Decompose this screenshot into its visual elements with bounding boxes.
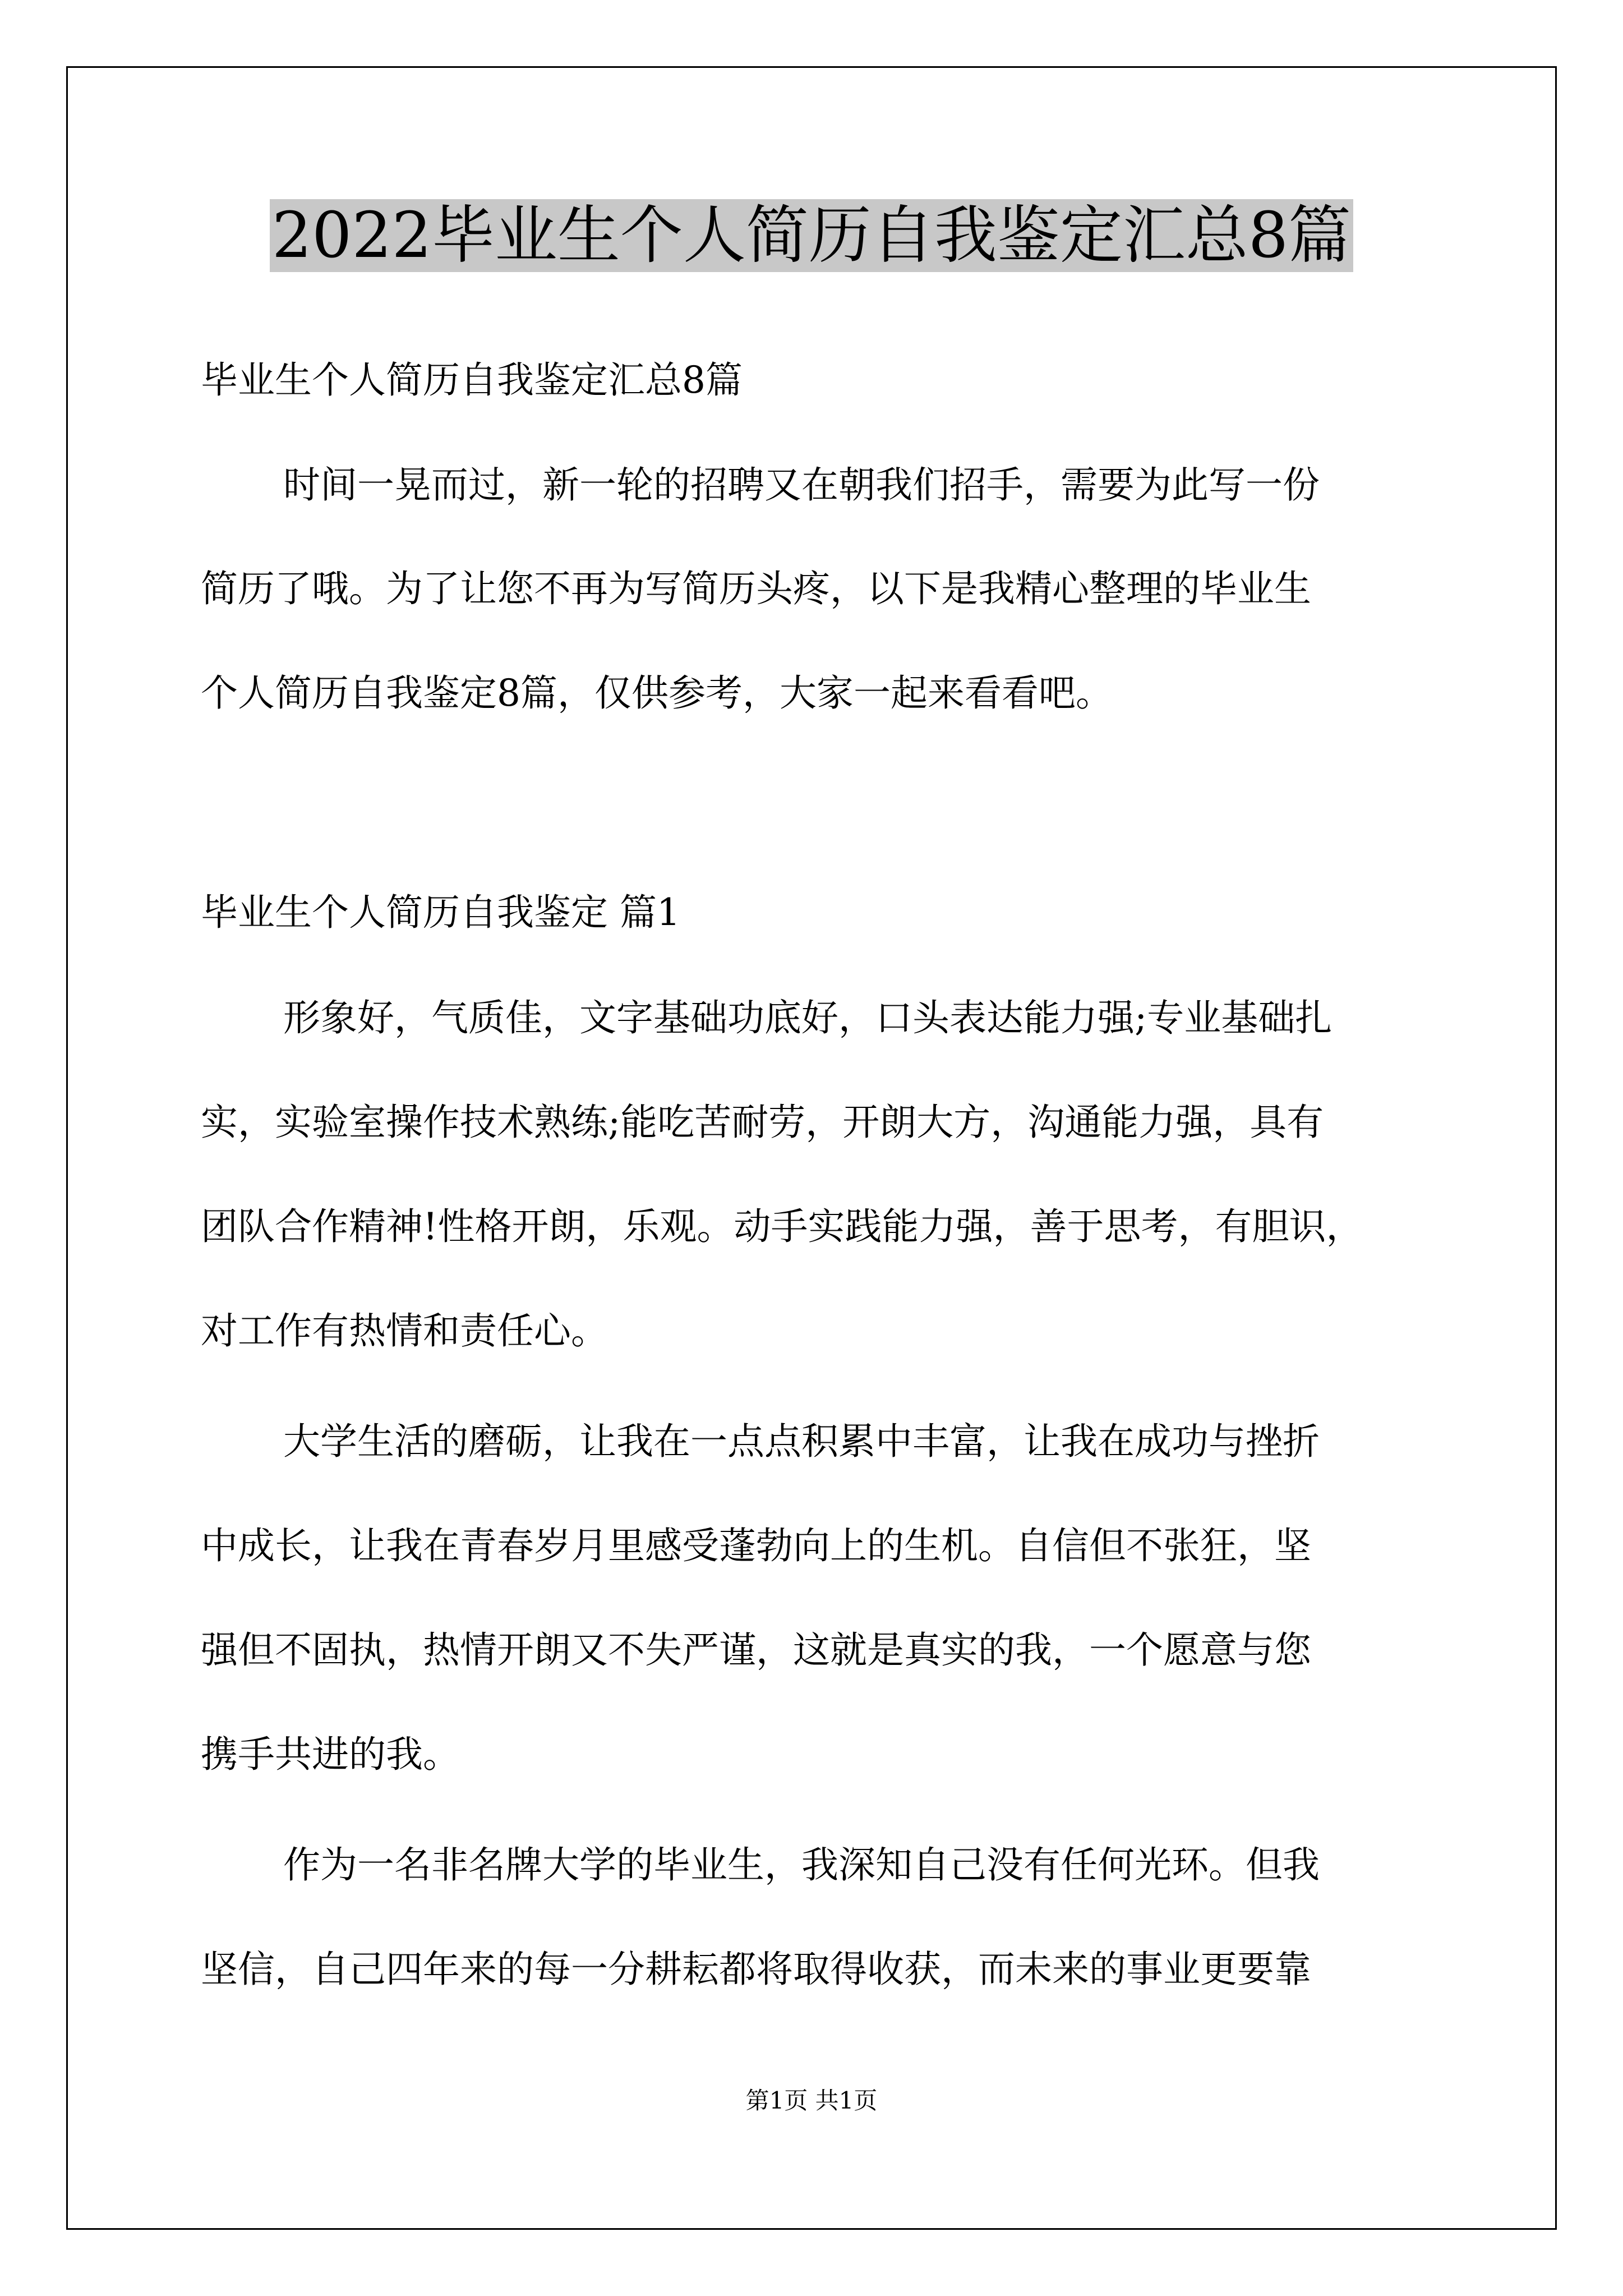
- intro-line-3: 个人简历自我鉴定8篇，仅供参考，大家一起来看看吧。: [201, 671, 1113, 715]
- paragraph3-line-1: 作为一名非名牌大学的毕业生，我深知自己没有任何光环。但我: [283, 1843, 1320, 1887]
- paragraph1-line-3: 团队合作精神!性格开朗，乐观。动手实践能力强，善于思考，有胆识，: [201, 1205, 1363, 1248]
- paragraph1-line-4: 对工作有热情和责任心。: [201, 1309, 608, 1352]
- intro-line-2: 简历了哦。为了让您不再为写简历头疼，以下是我精心整理的毕业生: [201, 567, 1311, 610]
- page-footer: 第1页 共1页: [745, 2087, 878, 2114]
- paragraph1-line-1: 形象好，气质佳，文字基础功底好，口头表达能力强;专业基础扎: [283, 996, 1332, 1039]
- paragraph1-line-2: 实，实验室操作技术熟练;能吃苦耐劳，开朗大方，沟通能力强，具有: [201, 1101, 1324, 1144]
- section-heading: 毕业生个人简历自我鉴定 篇1: [201, 891, 680, 934]
- paragraph2-line-1: 大学生活的磨砺，让我在一点点积累中丰富，让我在成功与挫折: [283, 1420, 1320, 1463]
- document-title-text: 2022毕业生个人简历自我鉴定汇总8篇: [270, 199, 1353, 272]
- intro-line-1: 时间一晃而过，新一轮的招聘又在朝我们招手，需要为此写一份: [283, 463, 1320, 507]
- document-subtitle: 毕业生个人简历自我鉴定汇总8篇: [201, 358, 743, 402]
- paragraph2-line-2: 中成长，让我在青春岁月里感受蓬勃向上的生机。自信但不张狂，坚: [201, 1524, 1311, 1567]
- paragraph3-line-2: 坚信，自己四年来的每一分耕耘都将取得收获，而未来的事业更要靠: [201, 1948, 1311, 1991]
- document-title: [0, 194, 1623, 278]
- paragraph2-line-4: 携手共进的我。: [201, 1733, 460, 1776]
- paragraph2-line-3: 强但不固执，热情开朗又不失严谨，这就是真实的我，一个愿意与您: [201, 1628, 1311, 1672]
